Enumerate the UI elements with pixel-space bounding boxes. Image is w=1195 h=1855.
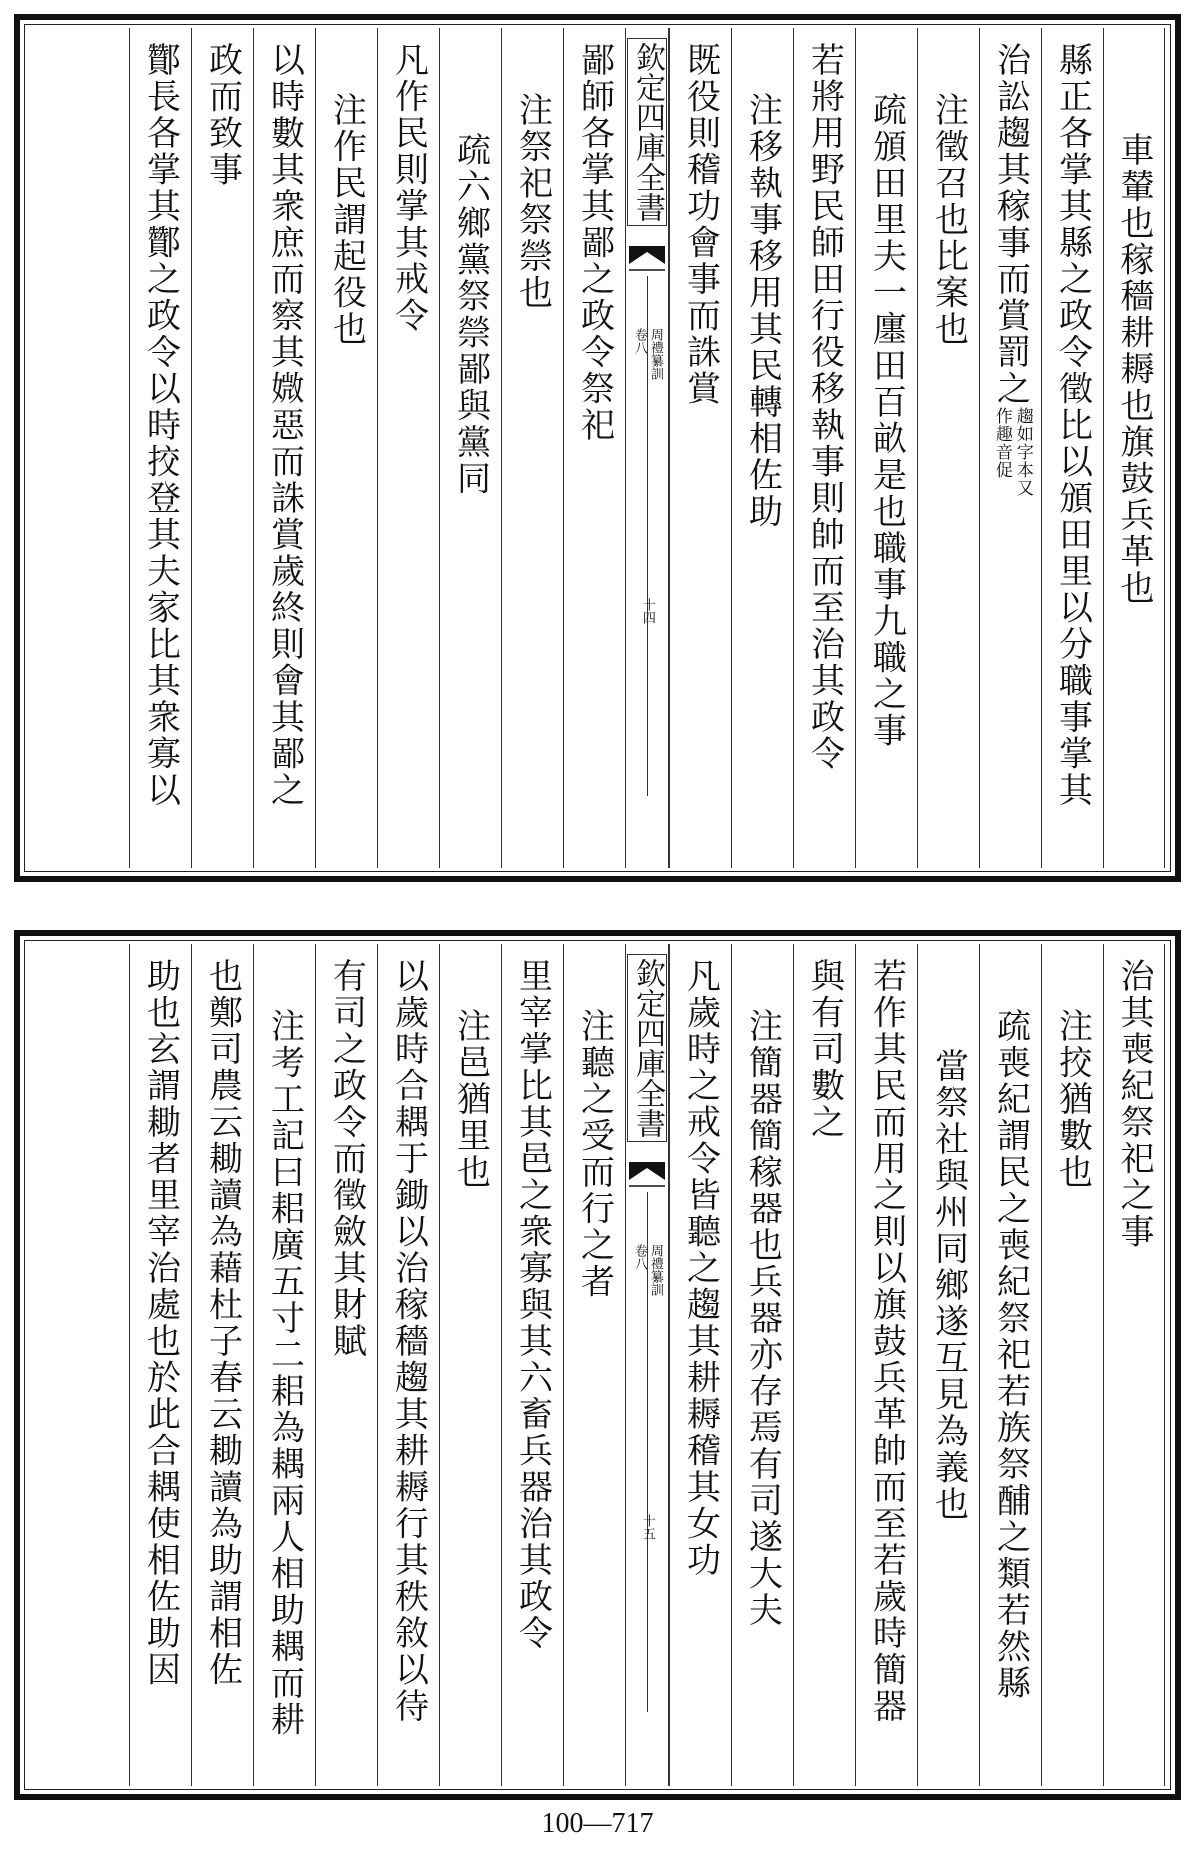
gutter-title: 欽定四庫全書 <box>627 38 667 226</box>
column-text: 注簡器簡稼器也兵器亦存焉有司遂大夫 <box>742 1008 783 1629</box>
interlinear-note: 趨如字本又 <box>1012 407 1033 497</box>
column-text: 疏頒田里夫一廛田百畝是也職事九職之事 <box>866 92 907 749</box>
gutter-book-title: 周禮纂訓 <box>647 1244 663 1296</box>
column-text: 當祭社與州同鄉遂互見為義也 <box>928 1048 969 1523</box>
column-text: 凡歲時之戒令皆聽之趨其耕耨稽其女功 <box>680 958 721 1579</box>
column-text: 里宰掌比其邑之衆寡與其六畜兵器治其政令 <box>512 958 553 1652</box>
column-text: 以歲時合耦于鋤以治稼穡趨其耕耨行其秩敘以待 <box>388 958 429 1725</box>
column-text: 有司之政令而徵斂其財賦 <box>326 958 367 1360</box>
column-text: 以時數其衆庶而察其媺惡而誅賞歲終則會其鄙之 <box>264 42 305 809</box>
text-column <box>563 944 625 1786</box>
text-column <box>191 944 253 1786</box>
column-text: 治訟趨其稼事而賞罰之 <box>990 42 1031 407</box>
column-text: 注考工記曰耜廣五寸二耜為耦兩人相助耦而耕 <box>264 1008 305 1738</box>
text-column <box>1041 28 1103 868</box>
text-column <box>501 944 563 1786</box>
column-text: 注移執事移用其民轉相佐助 <box>742 92 783 530</box>
column-text: 凡作民則掌其戒令 <box>388 42 429 334</box>
center-gutter <box>625 944 669 1786</box>
text-column <box>439 28 501 868</box>
top-leaf <box>14 14 1181 882</box>
column-text: 縣正各掌其縣之政令徵比以頒田里以分職事掌其 <box>1052 42 1093 809</box>
text-column <box>315 944 377 1786</box>
text-column <box>669 28 731 868</box>
bottom-leaf <box>14 930 1181 1800</box>
text-column <box>793 28 855 868</box>
text-column <box>253 944 315 1786</box>
text-column <box>253 28 315 868</box>
column-text: 酇長各掌其酇之政令以時挍登其夫家比其衆寡以 <box>140 42 181 809</box>
column-text: 疏六鄉黨祭禜鄙與黨同 <box>450 132 491 497</box>
text-column <box>377 28 439 868</box>
column-text: 政而致事 <box>202 42 243 188</box>
fish-tail-mark-icon <box>629 246 665 274</box>
text-column <box>669 944 731 1786</box>
text-column <box>377 944 439 1786</box>
column-text: 也鄭司農云耡讀為藉杜子春云耡讀為助謂相佐 <box>202 958 243 1688</box>
column-text: 疏喪紀謂民之喪紀祭祀若族祭酺之類若然縣 <box>990 1008 1031 1702</box>
bottom-leaf-columns <box>30 944 1165 1786</box>
fish-tail-mark-icon <box>629 1162 665 1190</box>
column-text: 注邑猶里也 <box>450 1008 491 1191</box>
text-column <box>855 28 917 868</box>
column-text: 若將用野民師田行役移執事則帥而至治其政令 <box>804 42 845 772</box>
page-folio-number: 100—717 <box>541 1808 654 1839</box>
text-column <box>501 28 563 868</box>
gutter-title: 欽定四庫全書 <box>627 954 667 1142</box>
text-column <box>855 944 917 1786</box>
gutter-volume: 卷八 <box>631 1244 647 1270</box>
column-text: 助也玄謂耡者里宰治處也於此合耦使相佐助因 <box>140 958 181 1688</box>
text-column <box>191 28 253 868</box>
text-column <box>979 944 1041 1786</box>
text-column <box>917 944 979 1786</box>
gutter-volume: 卷八 <box>631 328 647 354</box>
column-text: 注作民謂起役也 <box>326 92 367 348</box>
column-text: 若作其民而用之則以旗鼓兵革帥而至若歲時簡器 <box>866 958 907 1725</box>
top-leaf-columns <box>30 28 1165 868</box>
text-column <box>129 28 191 868</box>
text-column <box>793 944 855 1786</box>
column-text: 鄙師各掌其鄙之政令祭祀 <box>574 42 615 444</box>
text-column <box>1103 28 1165 868</box>
text-column <box>1103 944 1165 1786</box>
gutter-leaf-number: 十四 <box>639 598 655 624</box>
text-column <box>315 28 377 868</box>
column-text: 注聽之受而行之者 <box>574 1008 615 1300</box>
gutter-book-title: 周禮纂訓 <box>647 328 663 380</box>
column-text: 治其喪紀祭祀之事 <box>1114 958 1154 1250</box>
text-column <box>731 944 793 1786</box>
text-column <box>731 28 793 868</box>
column-text: 注徵召也比案也 <box>928 92 969 348</box>
column-text: 既役則稽功會事而誅賞 <box>680 42 721 407</box>
text-column <box>129 944 191 1786</box>
interlinear-note: 作趣音促 <box>991 407 1012 479</box>
column-text: 注祭祀祭禜也 <box>512 92 553 311</box>
column-text: 注挍猶數也 <box>1052 1008 1093 1191</box>
center-gutter <box>625 28 669 868</box>
text-column <box>439 944 501 1786</box>
column-text: 與有司數之 <box>804 958 845 1141</box>
text-column <box>979 28 1041 868</box>
gutter-leaf-number: 十五 <box>639 1514 655 1540</box>
text-column <box>563 28 625 868</box>
text-column <box>917 28 979 868</box>
text-column <box>1041 944 1103 1786</box>
column-text: 車輦也稼穡耕耨也旗鼓兵革也 <box>1114 132 1154 607</box>
